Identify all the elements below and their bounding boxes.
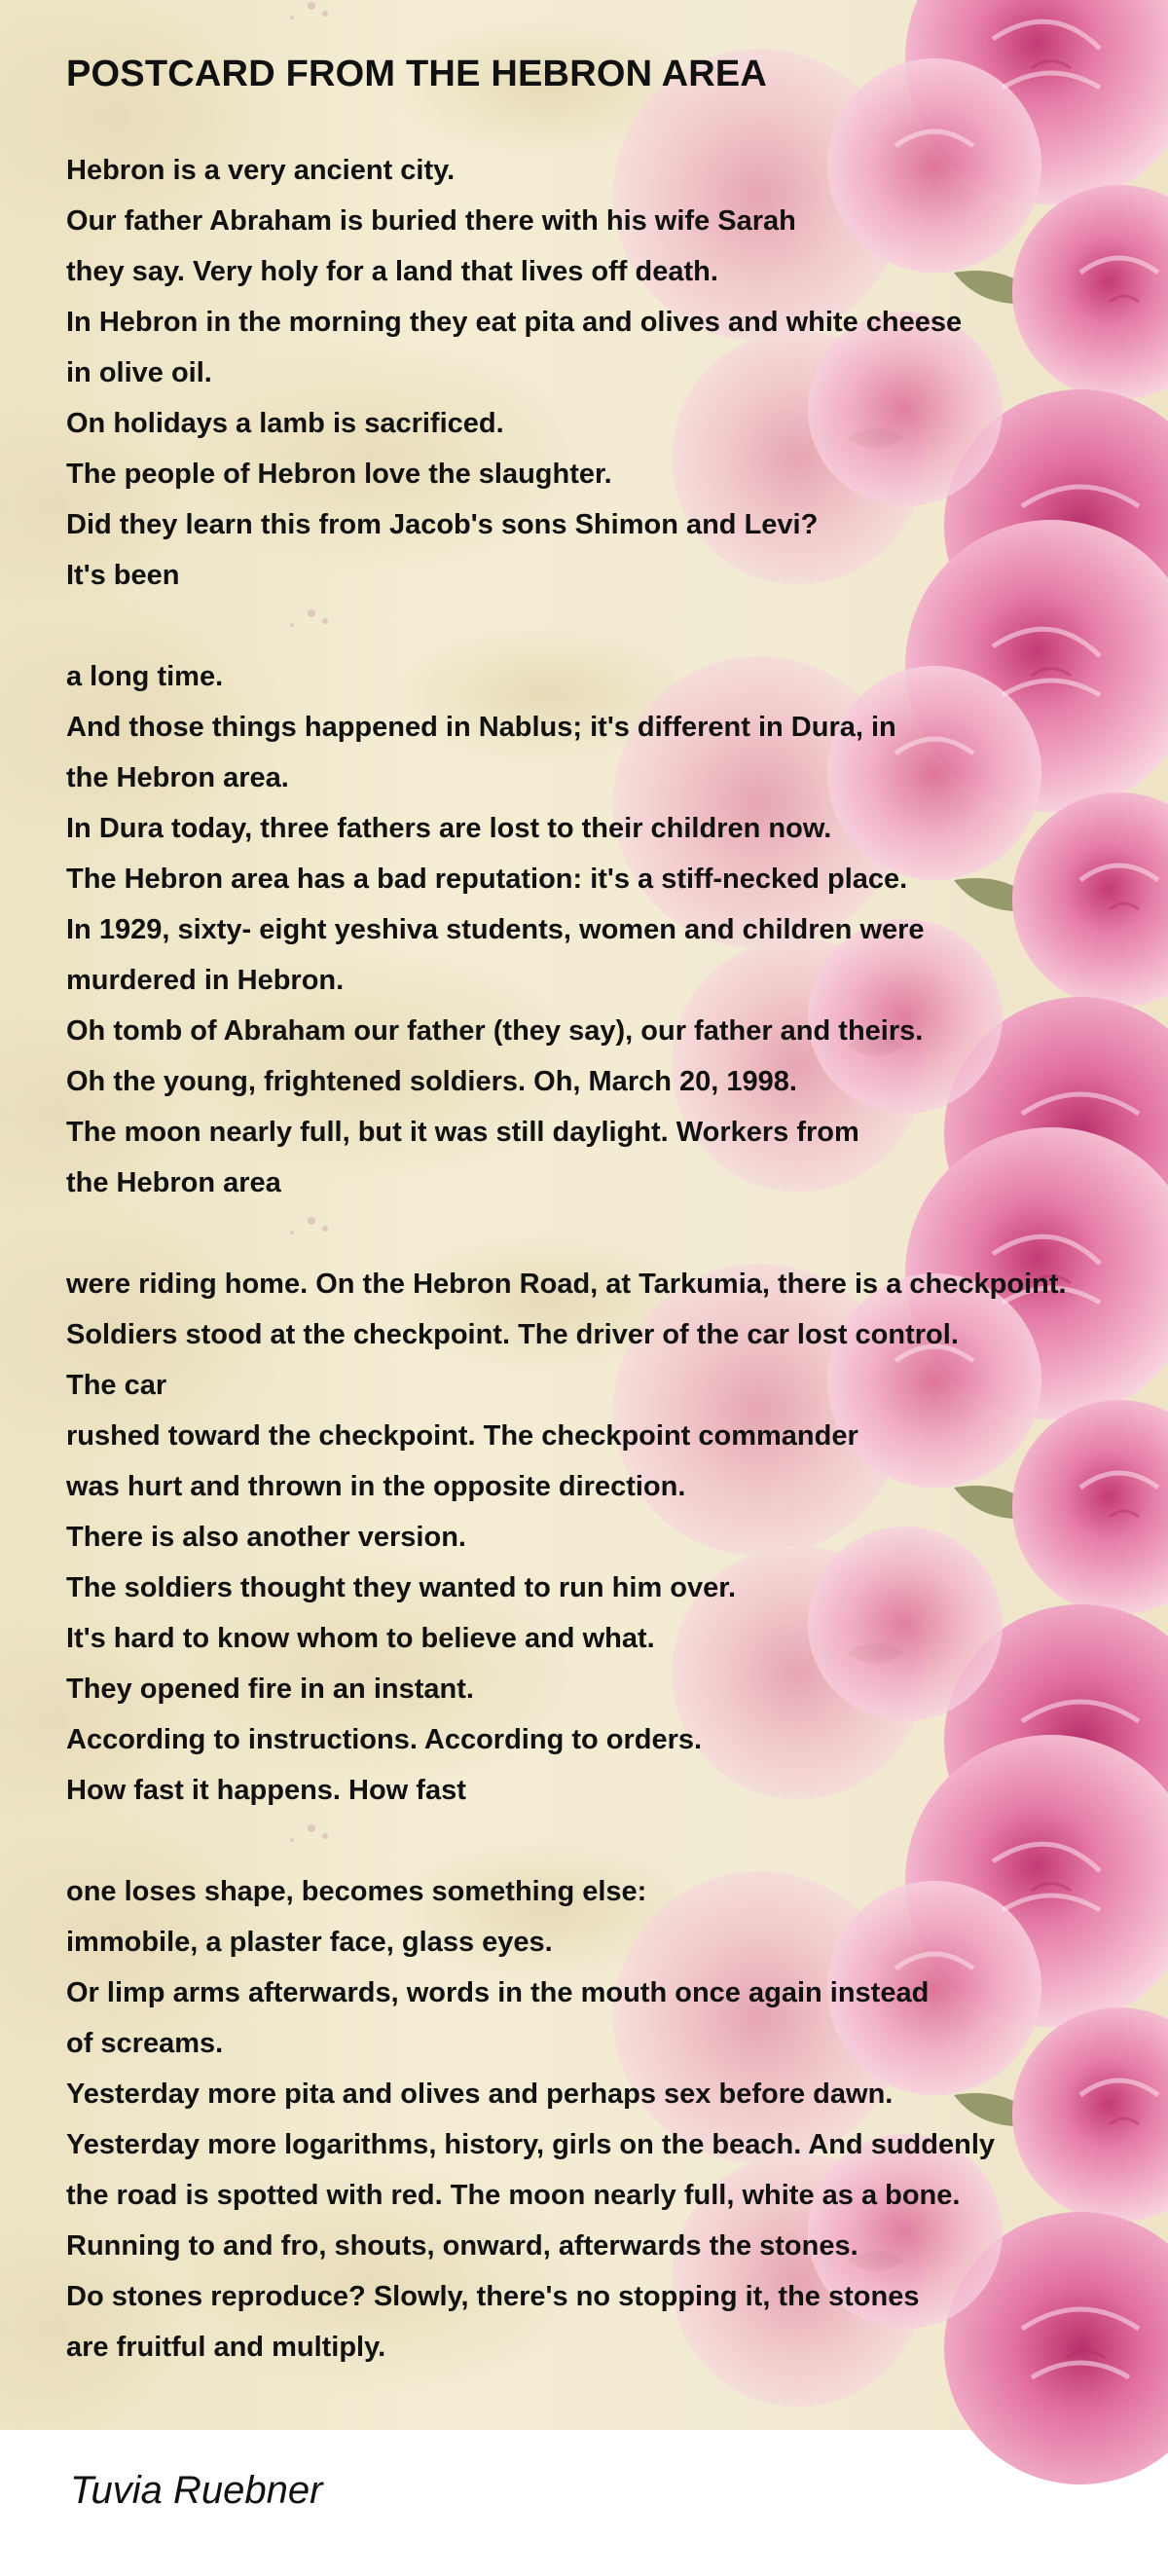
poem-line: The soldiers thought they wanted to run him over. [66, 1572, 736, 1603]
stanza-4 [66, 1866, 995, 2373]
poem-line: of screams. [66, 2028, 224, 2059]
poem-line: was hurt and thrown in the opposite direction. [66, 1471, 686, 1502]
poem-line: It's hard to know whom to believe and what. [66, 1623, 655, 1654]
stanza-2 [66, 651, 925, 1208]
poem-line: Hebron is a very ancient city. [66, 155, 456, 186]
poem-line: are fruitful and multiply. [66, 2332, 386, 2363]
poem-line: Soldiers stood at the checkpoint. The driver of the car lost control. [66, 1319, 959, 1350]
poem-line: Our father Abraham is buried there with his wife Sarah [66, 205, 796, 237]
poem-line: the Hebron area. [66, 762, 289, 793]
poem-line: in olive oil. [66, 357, 212, 388]
poem-line: Running to and fro, shouts, onward, afterwards the stones. [66, 2230, 858, 2262]
stanza-1 [66, 145, 962, 601]
poem-line: The people of Hebron love the slaughter. [66, 459, 612, 490]
poem-line: Or limp arms afterwards, words in the mouth once again instead [66, 1977, 930, 2008]
poem-line: murdered in Hebron. [66, 965, 345, 996]
poem-line: The car [66, 1370, 167, 1401]
poem-author: Tuvia Ruebner [70, 2469, 323, 2512]
poem-line: On holidays a lamb is sacrificed. [66, 408, 504, 439]
poem-line: There is also another version. [66, 1522, 466, 1553]
poem-line: Do stones reproduce? Slowly, there's no stopping it, the stones [66, 2281, 920, 2312]
poem-line: immobile, a plaster face, glass eyes. [66, 1927, 553, 1958]
poem-line: How fast it happens. How fast [66, 1775, 466, 1806]
poem-line: a long time. [66, 661, 224, 692]
poem-line: In 1929, sixty- eight yeshiva students, women and children were [66, 914, 925, 945]
poem [66, 47, 1168, 2363]
poem-line: rushed toward the checkpoint. The checkpoint commander [66, 1420, 858, 1452]
poem-line: Did they learn this from Jacob's sons Shimon and Levi? [66, 509, 819, 540]
poem-line: were riding home. On the Hebron Road, at Tarkumia, there is a checkpoint. [66, 1269, 1067, 1300]
poem-line: They opened fire in an instant. [66, 1674, 474, 1705]
poem-line: It's been [66, 560, 180, 591]
poem-line: In Dura today, three fathers are lost to their children now. [66, 813, 832, 844]
poem-line: According to instructions. According to orders. [66, 1724, 703, 1755]
poem-line: The Hebron area has a bad reputation: it's a stiff-necked place. [66, 864, 908, 895]
poem-title: POSTCARD FROM THE HEBRON AREA [66, 54, 768, 94]
stanza-3 [66, 1259, 1067, 1816]
poem-line: the Hebron area [66, 1167, 281, 1198]
poem-line: Yesterday more logarithms, history, girls on the beach. And suddenly [66, 2129, 995, 2160]
poem-line: one loses shape, becomes something else: [66, 1876, 647, 1907]
poem-line: Yesterday more pita and olives and perhaps sex before dawn. [66, 2079, 894, 2110]
poem-line: The moon nearly full, but it was still daylight. Workers from [66, 1117, 859, 1148]
poem-line: Oh tomb of Abraham our father (they say), our father and theirs. [66, 1015, 924, 1047]
poem-line: In Hebron in the morning they eat pita and olives and white cheese [66, 307, 963, 338]
poem-line: And those things happened in Nablus; it's different in Dura, in [66, 712, 896, 743]
poem-line: Oh the young, frightened soldiers. Oh, March 20, 1998. [66, 1066, 797, 1097]
poem-line: the road is spotted with red. The moon nearly full, white as a bone. [66, 2180, 961, 2211]
poem-line: they say. Very holy for a land that lives off death. [66, 256, 718, 287]
